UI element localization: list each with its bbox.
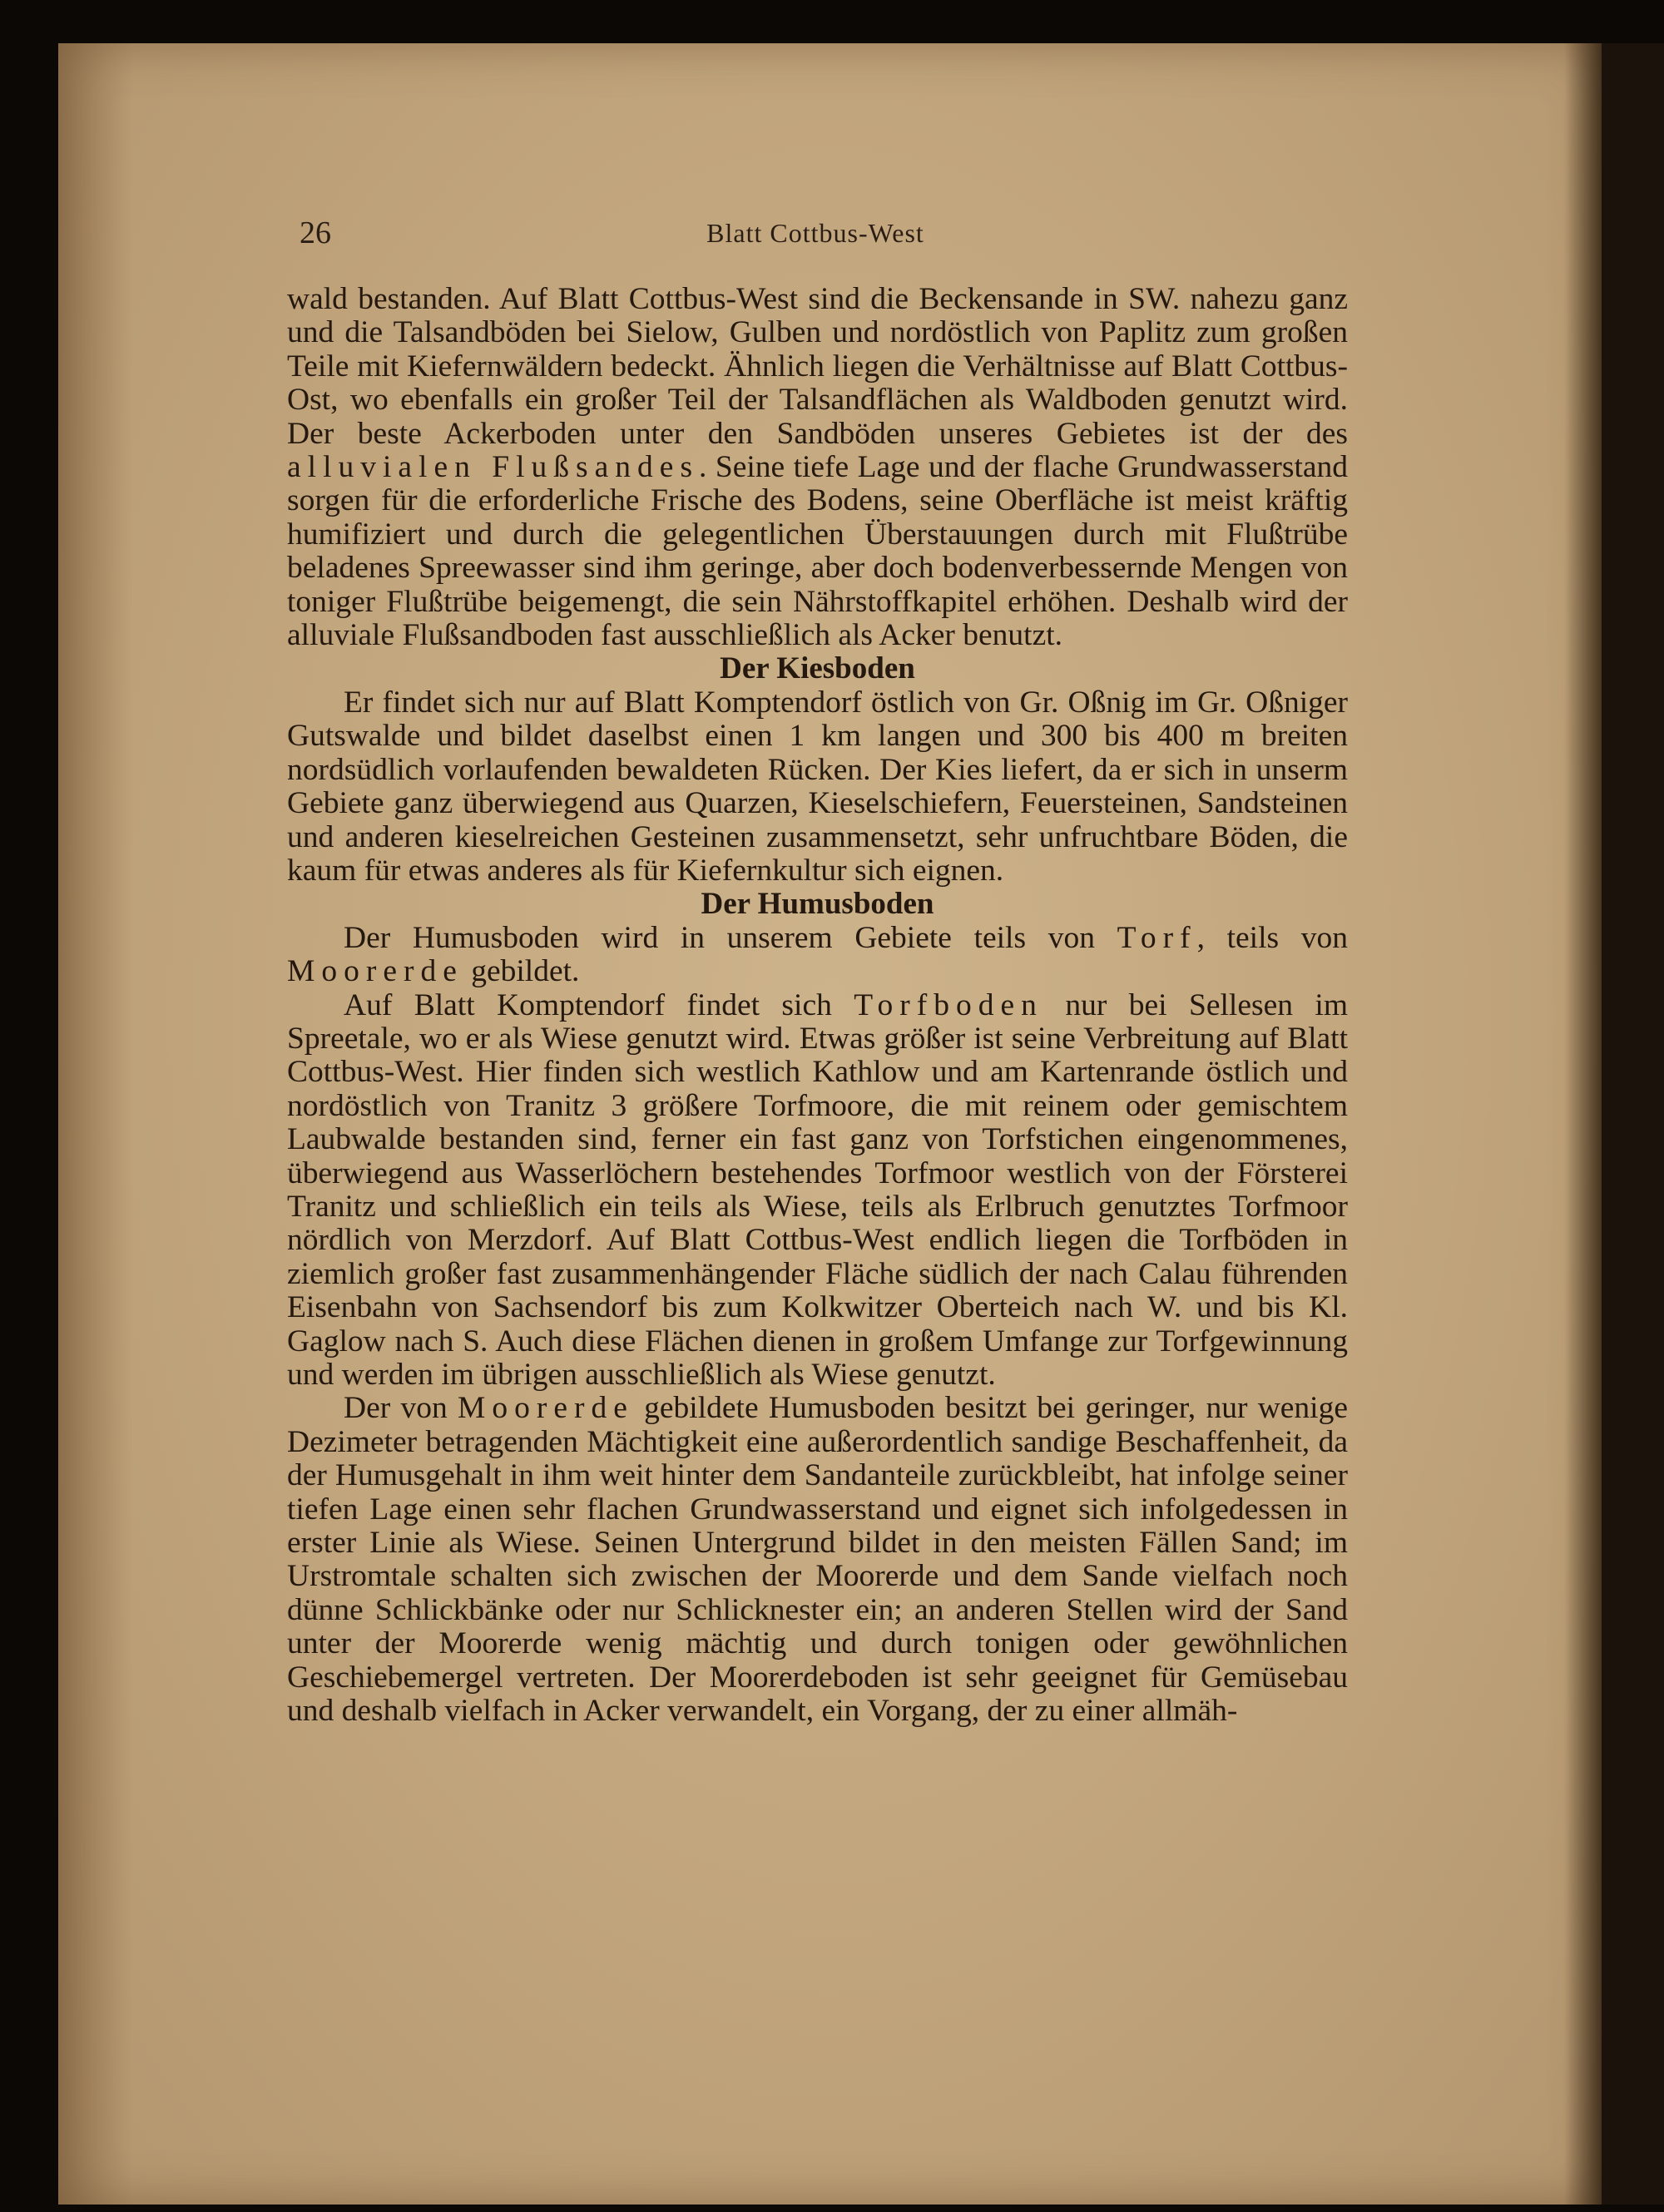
page-edge-shadow [1564,43,1602,2205]
paragraph-2: Er findet sich nur auf Blatt Komptendorf östlich von Gr. Oßnig im Gr. Oßniger Gutswalde und bildet daselbst einen 1 km langen und 300 bis 400 m breiten nordsüdlich vorlaufenden bewaldeten Rücken. Der Kies liefert, da er sich in unserm Gebiete ganz überwiegend aus Quarzen, Kieselschiefern, Feuersteinen, Sandsteinen und anderen kieselreichen Gesteinen zusammensetzt, sehr unfruchtbare Böden, die kaum für etwas anderes als für Kiefernkultur sich eignen. [287,685,1348,888]
page-number: 26 [300,215,331,250]
paragraph-4-text-b: nur bei Sellesen im Spreetale, wo er als Wiese genutzt wird. Etwas größer ist seine Verbreitung auf Blatt Cottbus-West. Hier finden sich westlich Kathlow und am Kartenrande östlich und nordöstlich von Tranitz 3 größere Torfmoore, die mit reinem oder gemischtem Laubwalde bestanden sind, ferner ein fast ganz von Torfstichen eingenommenes, überwiegend aus Wasserlöchern bestehendes Torfmoor westlich von der Försterei Tranitz und schließlich ein teils als Wiese, teils als Erlbruch genutztes Torfmoor nördlich von Merzdorf. Auf Blatt Cottbus-West endlich liegen die Torfböden in ziemlich großer fast zusammenhängender Fläche südlich der nach Calau führenden Eisenbahn von Sachsendorf bis zum Kolkwitzer Oberteich nach W. und bis Kl. Gaglow nach S. Auch diese Flächen dienen in großem Umfange zur Torfgewinnung und werden im übrigen ausschließlich als Wiese genutzt. [287,987,1348,1392]
paragraph-5-spaced-term: Moorerde [458,1391,634,1426]
paragraph-3-spaced-term-2: Moorerde [287,954,463,989]
paragraph-5-text-a: Der von [344,1391,458,1426]
paragraph-3 [287,922,1348,989]
running-head: Blatt Cottbus-West [706,218,924,248]
paragraph-1-text-b: . Seine tiefe Lage und der flache Grundwasserstand sorgen für die erforderliche Frische des Bodens, seine Oberfläche ist meist kräftig humifiziert und durch die gelegentlichen Überstauungen durch mit Flußtrübe beladenes Spreewasser sind ihm geringe, aber doch bodenverbessernde Mengen von toniger Flußtrübe beigemengt, die sein Nährstoffkapitel erhöhen. Deshalb wird der alluviale Flußsandboden fast ausschließlich als Acker benutzt. [287,450,1349,653]
page-gutter-shadow [58,43,133,2205]
page-body [287,283,1348,1728]
paragraph-5-text-b: gebildete Humusboden besitzt bei geringer, nur wenige Dezimeter betragenden Mächtigkeit eine außerordentlich sandige Beschaffenheit, da der Humusgehalt in ihm weit hinter dem Sandanteile zurückbleibt, hat infolge seiner tiefen Lage einen sehr flachen Grundwasserstand und eignet sich infolgedessen in erster Linie als Wiese. Seinen Untergrund bildet in den meisten Fällen Sand; im Urstromtale schalten sich zwischen der Moorerde und dem Sande vielfach noch dünne Schlickbänke oder nur Schlicknester ein; an anderen Stellen wird der Sand unter der Moorerde wenig mächtig und durch tonigen oder gewöhnlichen Geschiebemergel vertreten. Der Moorerdeboden ist sehr geeignet für Gemüsebau und deshalb vielfach in Acker verwandelt, ein Vorgang, der zu einer allmäh- [287,1391,1348,1729]
paragraph-3-text-c: gebildet. [463,954,580,989]
section-heading-humusboden: Der Humusboden [701,887,934,922]
paragraph-1-spaced-term: alluvialen Flußsandes [287,450,700,485]
page-header [300,215,1331,265]
paragraph-5 [287,1392,1348,1728]
next-page-edge [1602,43,1664,2205]
paragraph-3-text-b: , teils von [1196,920,1349,955]
paragraph-4-text-a: Auf Blatt Komptendorf findet sich [344,987,854,1022]
paragraph-4 [287,989,1348,1393]
paragraph-3-spaced-term-1: Torf [1117,920,1197,955]
paragraph-1 [287,283,1348,652]
section-heading-kiesboden: Der Kiesboden [720,651,915,686]
paragraph-3-text-a: Der Humusboden wird in unserem Gebiete teils von [344,920,1117,955]
paragraph-1-text-a: wald bestanden. Auf Blatt Cottbus-West sind die Beckensande in SW. nahezu ganz und die Talsandböden bei Sielow, Gulben und nordöstlich von Paplitz zum großen Teile mit Kiefernwäldern bedeckt. Ähnlich liegen die Verhältnisse auf Blatt Cottbus-Ost, wo ebenfalls ein großer Teil der Talsandflächen als Waldboden genutzt wird. Der beste Ackerboden unter den Sandböden unseres Gebietes ist der des [287,282,1348,451]
paragraph-4-spaced-term: Torfboden [854,987,1043,1022]
